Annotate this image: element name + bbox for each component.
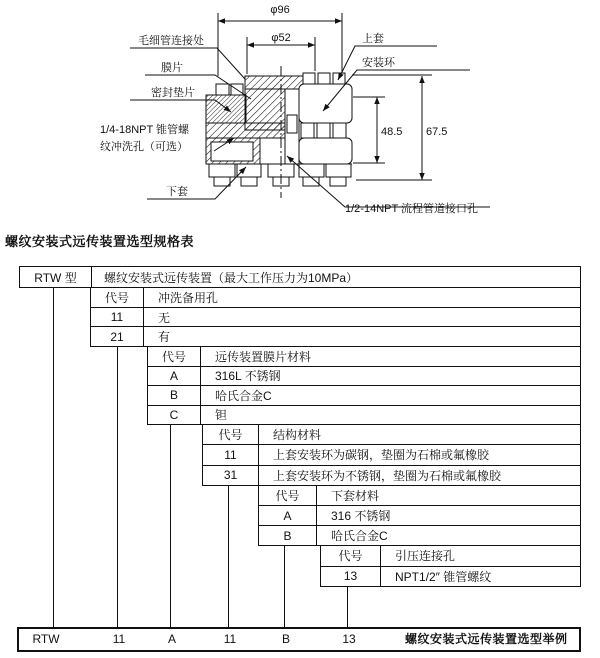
label-upper-sleeve: 上套 [362,33,384,45]
label-flush-line1: 1/4-18NPT 锥管螺 [100,124,190,136]
code-cell: B [148,386,201,405]
model-code-cell: RTW 型 [20,267,92,287]
example-value: 11 [223,632,237,646]
block-lower-sleeve-material [258,486,581,546]
connector-line [347,587,348,627]
desc-cell: 316 不锈钢 [331,509,391,523]
table-row [148,385,580,405]
table-row [148,347,580,366]
connector-line [284,546,285,627]
seal-gasket-block [206,95,246,123]
desc-cell: NPT1/2″ 锥管螺纹 [395,569,492,584]
table-row [148,405,580,425]
desc-cell: 哈氏合金C [215,388,272,403]
table-row [203,425,580,444]
dim-phi52-label: φ52 [271,32,291,44]
example-value: 11 [112,632,126,646]
code-cell: B [259,526,317,545]
desc-cell: 哈氏合金C [331,529,388,543]
label-mounting-ring: 安装环 [362,57,395,69]
ring-bolt [333,123,346,138]
connector-line [170,425,171,627]
block-pressure-port [320,546,581,587]
label-gasket: 密封垫片 [151,87,195,99]
block-diaphragm-material [147,347,581,425]
lower-sleeve-body [299,138,352,164]
code-cell: 11 [203,445,259,464]
table-row [203,465,580,485]
desc-cell: 有 [158,330,171,345]
table-row [321,546,580,566]
upper-sleeve-bolt [318,73,330,84]
desc-cell: 冲洗备用孔 [158,290,219,305]
example-value: 13 [342,632,356,646]
mid-band [206,123,285,138]
center-plug [287,115,297,133]
connector-line [228,486,229,627]
diaphragm-top-cap [245,76,308,89]
example-value: A [167,632,177,646]
code-cell: 代号 [321,546,381,566]
mounting-ring-body [299,84,352,123]
desc-cell: 无 [158,310,171,325]
table-row [321,566,580,587]
dim-48-label: 48.5 [381,126,403,138]
table-row [259,486,580,505]
code-cell: 11 [91,308,144,327]
code-cell: 代号 [203,425,259,444]
label-flush-line2: 纹冲洗孔（可选） [100,141,188,153]
table-row [259,525,580,545]
label-capillary: 毛细管连接处 [138,35,204,47]
block-structure-material [202,425,581,486]
code-cell: 代号 [91,288,144,307]
desc-cell: 下套材料 [331,489,380,503]
desc-cell: 钽 [215,408,228,423]
table-header-row [19,266,581,288]
desc-cell: 结构材料 [273,428,322,443]
block-flush-hole [90,288,581,347]
label-diaphragm: 膜片 [161,62,183,74]
example-label: 螺纹安装式远传装置选型举例 [405,632,568,646]
example-value: B [281,632,291,646]
upper-sleeve-bolt [303,73,315,84]
table-row [91,307,580,327]
desc-cell: 316L 不锈钢 [215,369,281,384]
label-process-port: 1/2-14NPT 流程管道接口孔 [345,203,479,215]
label-lower-sleeve: 下套 [166,186,188,198]
example-row [17,627,581,652]
code-cell: 13 [321,567,381,587]
dim-67-label: 67.5 [426,126,448,138]
code-cell: 31 [203,466,259,485]
table-row [259,505,580,525]
desc-cell: 上套安装环为碳钢，垫圈为石棉或氟橡胶 [273,448,490,463]
table-row [91,326,580,346]
dim-phi96-label: φ96 [270,4,290,16]
code-cell: C [148,406,201,425]
code-cell: 代号 [148,347,201,366]
code-cell: A [148,367,201,386]
table-row [148,366,580,386]
ring-bolt [301,123,314,138]
code-cell: A [259,506,317,525]
code-cell: 21 [91,327,144,346]
table-row [91,288,580,307]
example-value: RTW [32,632,60,646]
leader-capillary [130,48,245,79]
model-desc-cell: 螺纹安装式远传装置（最大工作压力为10MPa） [104,270,359,285]
flush-window [211,142,253,161]
code-cell: 代号 [259,486,317,505]
ring-bolt [317,123,330,138]
desc-cell: 远传装置膜片材料 [215,349,312,364]
device-cross-section-diagram [0,0,600,230]
desc-cell: 引压连接孔 [395,549,456,564]
connector-line [117,347,118,627]
desc-cell: 上套安装环为不锈钢，垫圈为石棉或氟橡胶 [273,468,502,483]
gasket-bolt [216,84,229,95]
table-row [203,444,580,464]
section-title: 螺纹安装式远传装置选型规格表 [5,234,195,249]
connector-line [53,288,54,627]
